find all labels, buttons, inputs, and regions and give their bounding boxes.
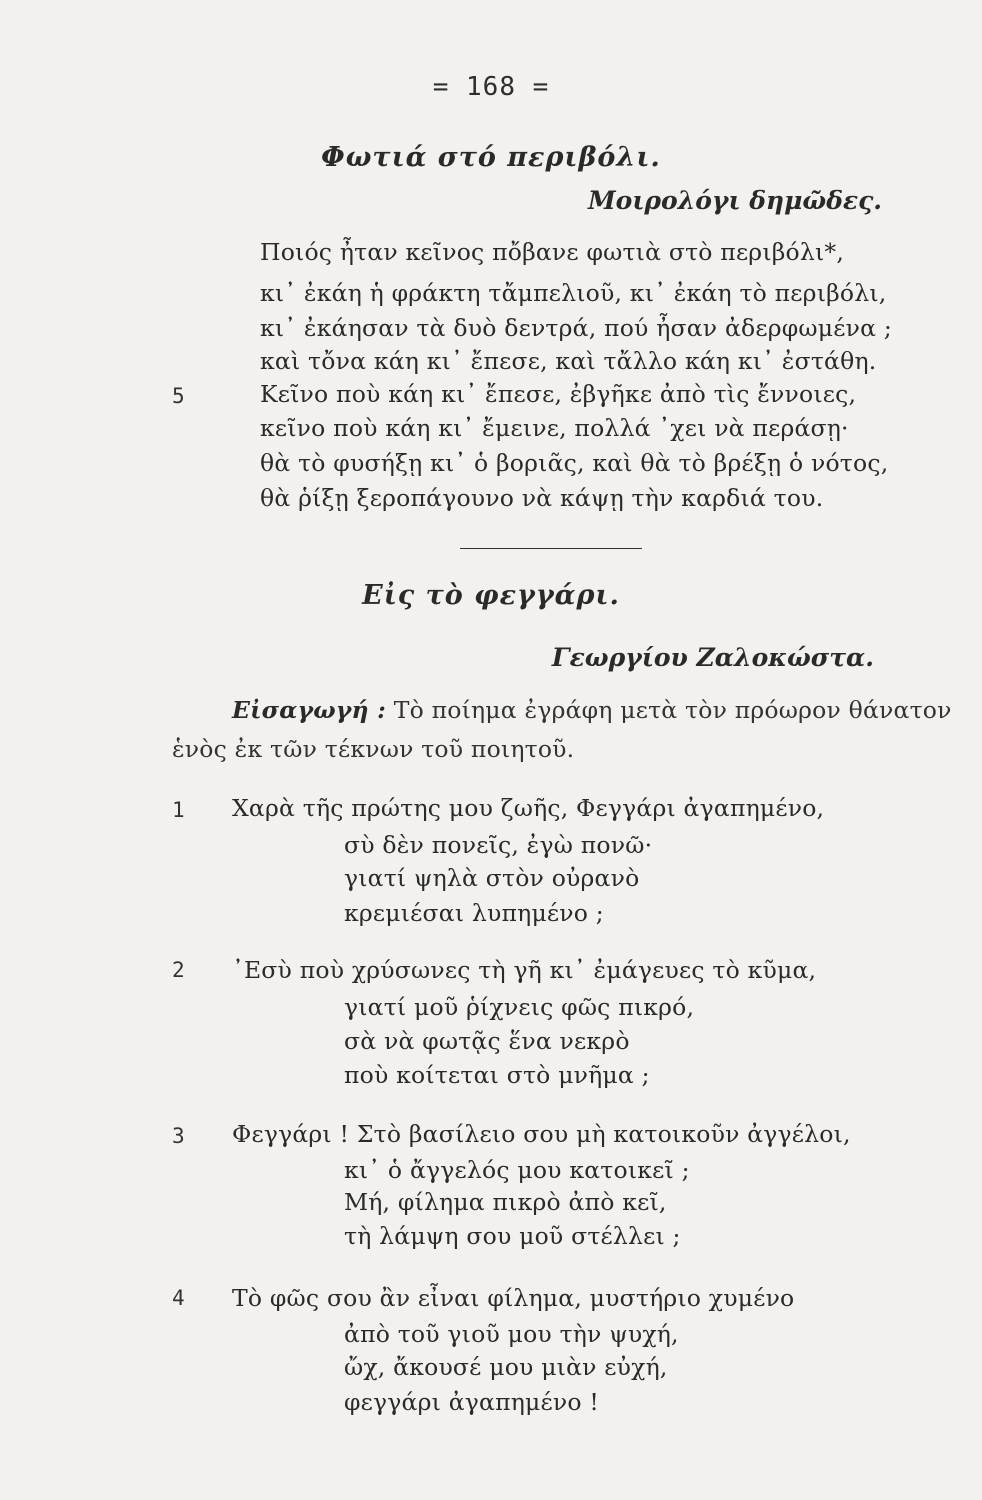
section-divider: [460, 548, 642, 549]
poem2-attribution: Γεωργίου Ζαλοκώστα.: [551, 643, 874, 672]
poem1-line: Ποιός ἦταν κεῖνος πὄβανε φωτιὰ στὸ περιβόλι*,: [260, 238, 845, 266]
poem1-title: Φωτιά στό περιβόλι.: [321, 142, 661, 173]
stanza-line: Φεγγάρι ! Στὸ βασίλειο σου μὴ κατοικοῦν ἀγγέλοι,: [232, 1120, 851, 1148]
stanza-line: τὴ λάμψη σου μοῦ στέλλει ;: [344, 1222, 681, 1250]
page-number: = 168 =: [432, 72, 550, 102]
stanza-line: ἀπὸ τοῦ γιοῦ μου τὴν ψυχή,: [344, 1320, 679, 1348]
stanza-line: σὺ δὲν πονεῖς, ἐγὼ πονῶ·: [344, 831, 653, 859]
stanza-line: ποὺ κοίτεται στὸ μνῆμα ;: [344, 1061, 650, 1089]
poem1-line: θὰ ῥίξῃ ξεροπάγουνο νὰ κάψῃ τὴν καρδιά του.: [260, 484, 824, 512]
poem1-line: καὶ τὄνα κάη κι᾿ ἔπεσε, καὶ τἄλλο κάη κι᾿ ἐστάθη.: [260, 347, 877, 375]
poem2-title: Εἰς τὸ φεγγάρι.: [362, 580, 620, 611]
intro-label: Εἰσαγωγή :: [232, 696, 387, 724]
stanza-line: Χαρὰ τῆς πρώτης μου ζωῆς, Φεγγάρι ἀγαπημένο,: [232, 794, 825, 822]
stanza-line: Μή, φίλημα πικρὸ ἀπὸ κεῖ,: [344, 1188, 667, 1216]
stanza-number: 1: [172, 798, 185, 822]
stanza-line: γιατί ψηλὰ στὸν οὐρανὸ: [344, 864, 640, 892]
poem1-line: κι᾿ ἐκάησαν τὰ δυὸ δεντρά, πού ἦσαν ἀδερφωμένα ;: [260, 314, 892, 342]
stanza-line: Τὸ φῶς σου ἂν εἶναι φίλημα, μυστήριο χυμένο: [232, 1284, 795, 1312]
poem2-intro: [232, 696, 952, 724]
poem1-line: κεῖνο ποὺ κάη κι᾿ ἔμεινε, πολλά ᾿χει νὰ περάσῃ·: [260, 414, 849, 442]
stanza-line: ᾿Εσὺ ποὺ χρύσωνες τὴ γῆ κι᾿ ἐμάγευες τὸ κῦμα,: [232, 956, 817, 984]
stanza-line: γιατί μοῦ ῥίχνεις φῶς πικρό,: [344, 993, 695, 1021]
poem1-attribution: Μοιρολόγι δημῶδες.: [587, 186, 882, 215]
stanza-number: 3: [172, 1124, 185, 1148]
stanza-line: κι᾿ ὁ ἄγγελός μου κατοικεῖ ;: [344, 1156, 690, 1184]
stanza-line: ὤχ, ἄκουσέ μου μιὰν εὐχή,: [344, 1353, 668, 1381]
stanza-line: φεγγάρι ἀγαπημένο !: [344, 1388, 599, 1416]
stanza-number: 4: [172, 1286, 185, 1310]
poem1-line: θὰ τὸ φυσήξῃ κι᾿ ὁ βοριᾶς, καὶ θὰ τὸ βρέξῃ ὁ νότος,: [260, 449, 889, 477]
poem1-line: Κεῖνο ποὺ κάη κι᾿ ἔπεσε, ἐβγῆκε ἀπὸ τὶς ἔννοιες,: [260, 380, 857, 408]
intro-text: Τὸ ποίημα ἐγράφη μετὰ τὸν πρόωρον θάνατον: [393, 696, 952, 724]
poem1-line: κι᾿ ἐκάη ἡ φράκτη τἄμπελιοῦ, κι᾿ ἐκάη τὸ περιβόλι,: [260, 279, 887, 307]
stanza-line: σὰ νὰ φωτᾷς ἕνα νεκρὸ: [344, 1027, 630, 1055]
line-number-marker: 5: [172, 384, 185, 408]
stanza-line: κρεμιέσαι λυπημένο ;: [344, 899, 604, 927]
poem2-intro-continued: ἑνὸς ἐκ τῶν τέκνων τοῦ ποιητοῦ.: [172, 735, 575, 763]
stanza-number: 2: [172, 958, 185, 982]
